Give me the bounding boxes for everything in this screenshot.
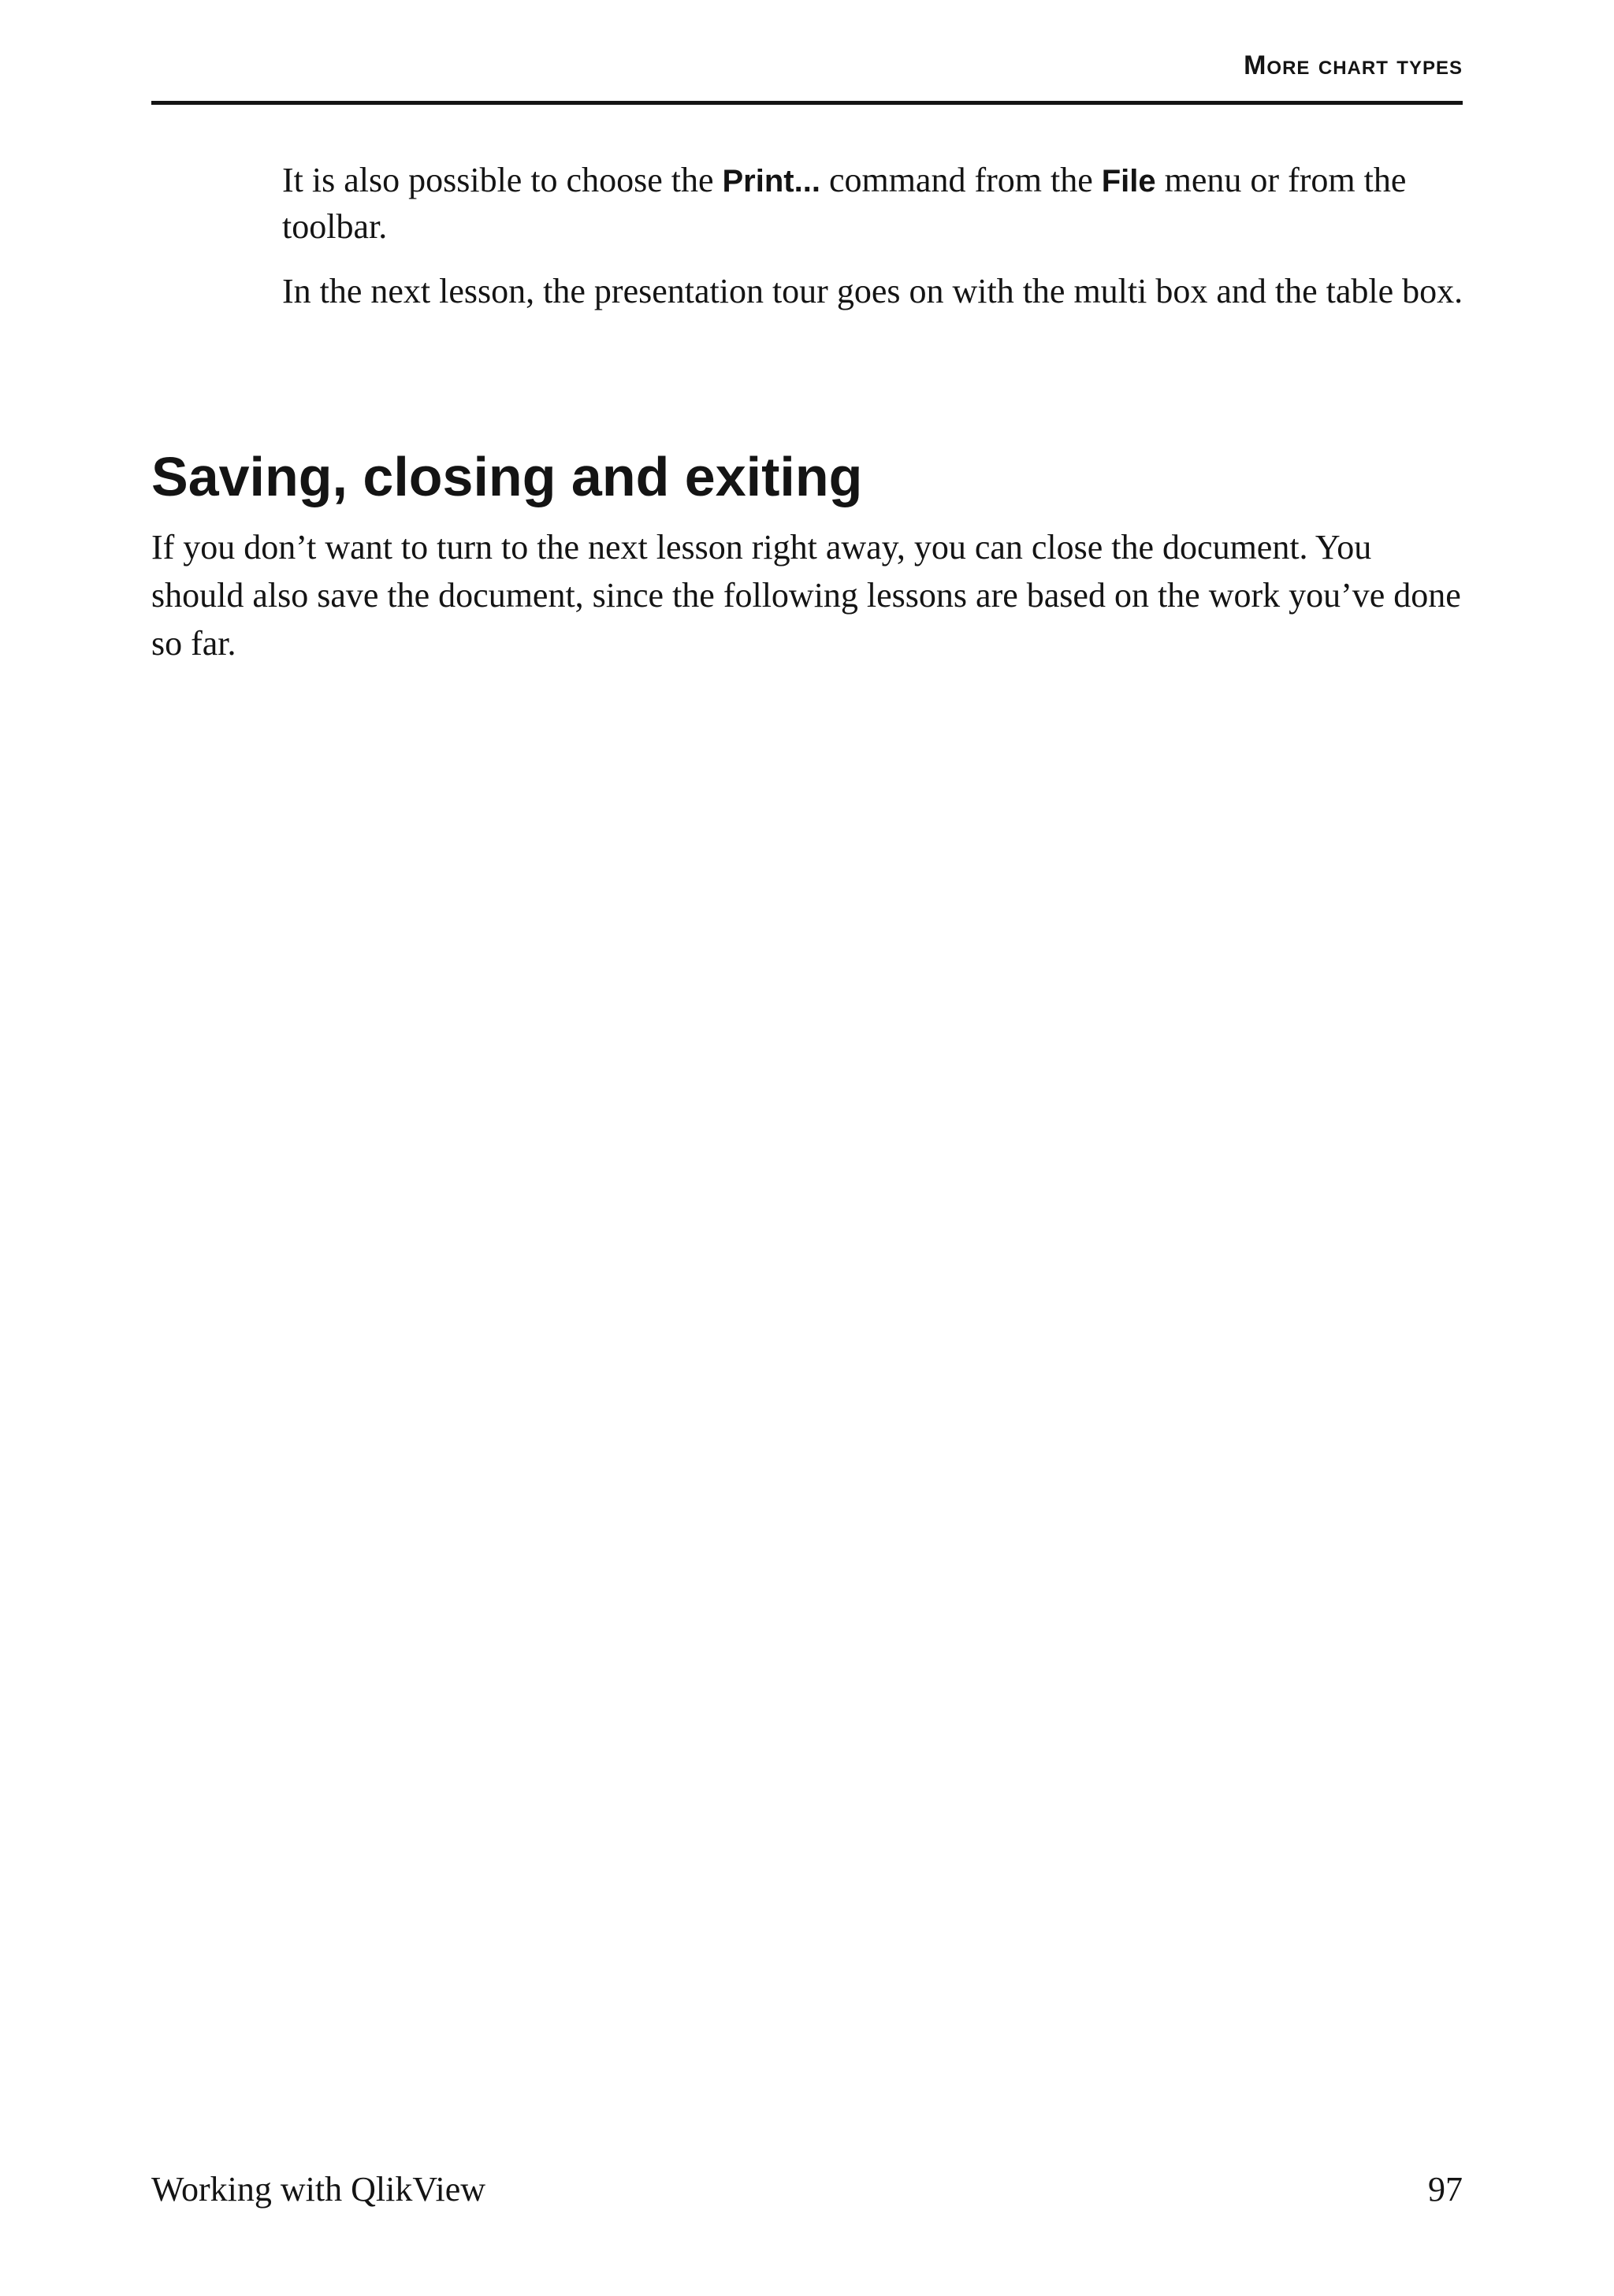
print-para-text-after: menu or from the toolbar.: [282, 161, 1407, 246]
header-rule: [151, 101, 1463, 105]
page-number: 97: [1428, 2170, 1463, 2209]
saving-paragraph: If you don’t want to turn to the next lesson right away, you can close the document. You should also save the document, since the following lessons are based on the work you’ve done so far.: [151, 528, 1461, 663]
print-command-term: Print...: [722, 164, 820, 199]
file-menu-term: File: [1101, 164, 1156, 199]
footer-book-title: Working with QlikView: [151, 2170, 485, 2209]
print-para-text-before: It is also possible to choose the: [282, 161, 723, 199]
print-command-paragraph: [282, 158, 1464, 250]
next-lesson-paragraph: In the next lesson, the presentation tour goes on with the multi box and the table box.: [282, 272, 1463, 310]
section-heading: Saving, closing and exiting: [151, 446, 863, 507]
print-para-text-middle: command from the: [820, 161, 1102, 199]
running-head: More chart types: [1244, 50, 1463, 80]
